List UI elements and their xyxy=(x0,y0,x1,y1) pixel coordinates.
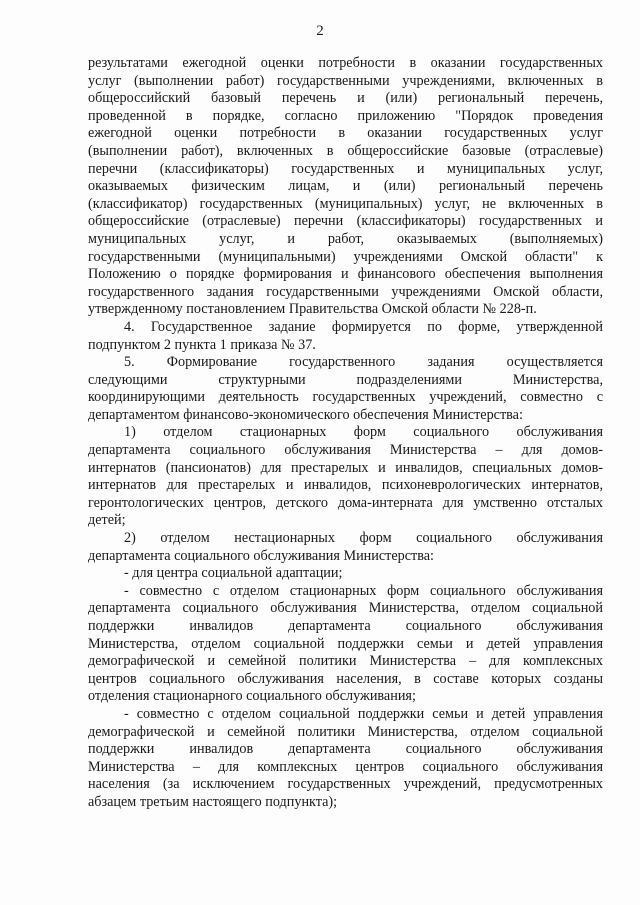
text-line: населения (за исключением государственных учреждений, предусмотренных xyxy=(88,776,603,793)
text-line: отделения стационарного социального обслуживания; xyxy=(88,688,416,705)
text-line: Министерства, отделом социальной поддержки семьи и детей управления xyxy=(88,635,603,652)
text-line: поддержки инвалидов департамента социального обслуживания xyxy=(88,741,603,758)
text-line: общероссийский базовый перечень и (или) региональный перечень, xyxy=(88,90,603,107)
text-line: 1) отделом стационарных форм социального обслуживания xyxy=(124,424,603,441)
text-line: общероссийские (отраслевые) перечни (классификаторы) государственных и xyxy=(88,213,603,230)
text-line: 5. Формирование государственного задания осуществляется xyxy=(124,354,603,371)
text-line: - совместно с отделом социальной поддержки семьи и детей управления xyxy=(124,705,603,722)
text-line: результатами ежегодной оценки потребности в оказании государственных xyxy=(88,55,603,71)
text-line: Министерства – для комплексных центров социального обслуживания xyxy=(88,758,603,775)
text-line: (выполнении работ), включенных в общероссийские базовые (отраслевые) xyxy=(88,142,603,159)
document-body xyxy=(88,55,603,812)
text-line: абзацем третьим настоящего подпункта); xyxy=(88,793,338,810)
text-line: департамента социального обслуживания Министерства: xyxy=(88,547,434,564)
text-line: - совместно с отделом стационарных форм социального обслуживания xyxy=(124,582,603,599)
text-line: Положению о порядке формирования и финансового обеспечения выполнения xyxy=(88,266,603,283)
text-line: утвержденному постановлением Правительства Омской области № 228-п. xyxy=(88,301,537,318)
text-line: детей; xyxy=(88,512,126,529)
text-line: услуг (выполнении работ) государственными учреждениями, включенных в xyxy=(88,72,603,89)
text-line: департамента социального обслуживания Министерства, отделом социальной xyxy=(88,600,603,617)
text-line: подпунктом 2 пункта 1 приказа № 37. xyxy=(88,336,316,353)
text-line: интернатов для престарелых и инвалидов, психоневрологических интернатов, xyxy=(88,477,603,494)
text-line: (классификатор) государственных (муниципальных) услуг, не включенных в xyxy=(88,195,603,212)
text-line: - для центра социальной адаптации; xyxy=(124,565,343,582)
text-line: демографической и семейной политики Министерства, отделом социальной xyxy=(88,723,603,740)
text-line: 4. Государственное задание формируется по форме, утвержденной xyxy=(124,318,603,335)
text-line: государственного задания государственными учреждениями Омской области, xyxy=(88,283,603,300)
text-line: проведенной в порядке, согласно приложению "Порядок проведения xyxy=(88,107,603,124)
text-line: поддержки инвалидов департамента социального обслуживания xyxy=(88,618,603,634)
text-line: демографической и семейной политики Министерства – для комплексных xyxy=(88,653,603,670)
text-line: департаментом финансово-экономического обеспечения Министерства: xyxy=(88,406,523,423)
text-line: 2) отделом нестационарных форм социального обслуживания xyxy=(124,530,603,547)
text-line: оказываемых физическим лицам, и (или) региональный перечень xyxy=(88,178,603,195)
text-line: интернатов (пансионатов) для престарелых и инвалидов, специальных домов- xyxy=(88,459,603,476)
text-line: департамента социального обслуживания Министерства – для домов- xyxy=(88,442,603,459)
page-number: 2 xyxy=(316,23,324,39)
text-line: перечни (классификаторы) государственных и муниципальных услуг, xyxy=(88,160,603,177)
text-line: следующими структурными подразделениями Министерства, xyxy=(88,371,603,388)
text-line: ежегодной оценки потребности в оказании государственных услуг xyxy=(88,125,603,142)
text-line: центров социального обслуживания населения, в составе которых созданы xyxy=(88,670,603,687)
text-line: геронтологических центров, детского дома-интерната для умственно отсталых xyxy=(88,494,603,511)
text-line: координирующими деятельность государственных учреждений, совместно с xyxy=(88,389,603,406)
text-line: муниципальных услуг, и работ, оказываемых (выполняемых) xyxy=(88,230,603,247)
text-line: государственными (муниципальными) учреждениями Омской области" к xyxy=(88,248,603,265)
